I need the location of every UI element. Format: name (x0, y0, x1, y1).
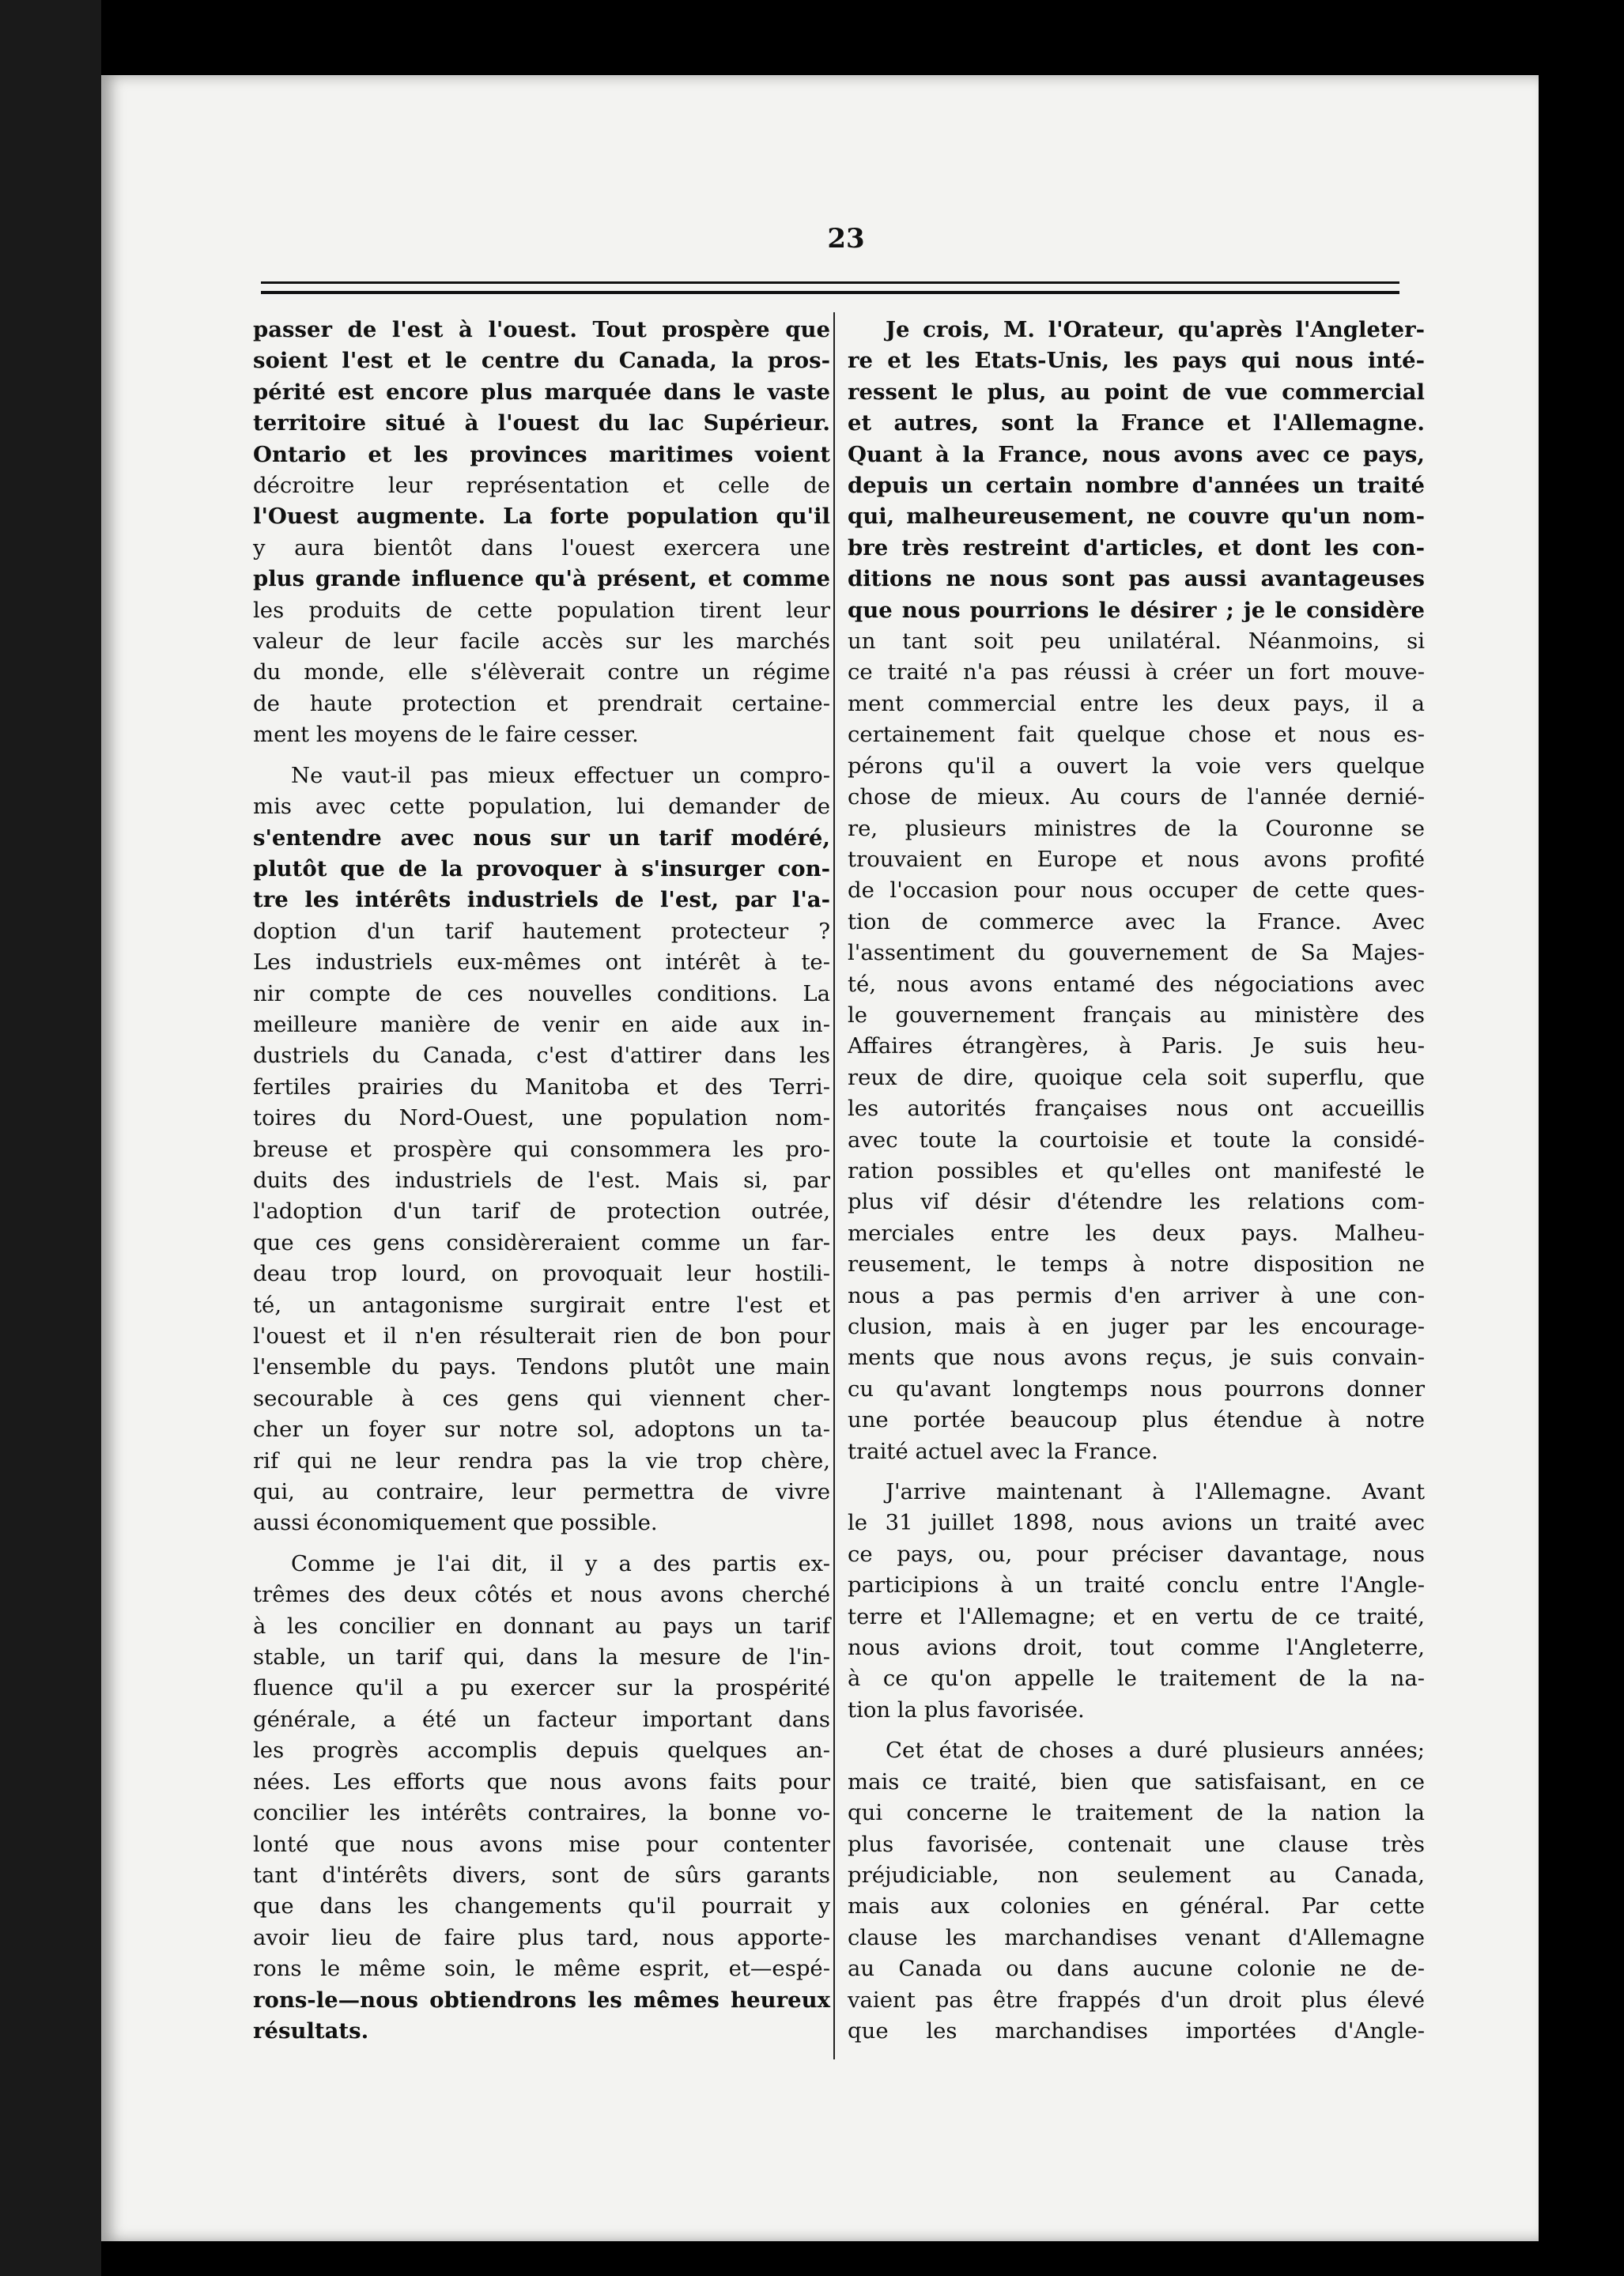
text-line: plus grande influence qu'à présent, et comme (253, 566, 830, 592)
text-line: tion la plus favorisée. (848, 1697, 1085, 1723)
text-line: concilier les intérêts contraires, la bonne vo- (253, 1800, 830, 1826)
text-line: qui, au contraire, leur permettra de vivre (253, 1479, 830, 1505)
right-column (848, 315, 1425, 2056)
text-line: et autres, sont la France et l'Allemagne. (848, 410, 1425, 436)
text-line: depuis un certain nombre d'années un traité (848, 473, 1425, 499)
text-line: deau trop lourd, on provoquait leur hostili- (253, 1261, 830, 1287)
text-line: cu qu'avant longtemps nous pourrons donner (848, 1376, 1425, 1402)
text-line: ce pays, ou, pour préciser davantage, nous (848, 1541, 1425, 1567)
text-line: le 31 juillet 1898, nous avions un traité avec (848, 1510, 1425, 1536)
text-line: traité actuel avec la France. (848, 1438, 1158, 1464)
paragraph (253, 315, 830, 751)
text-line: tion de commerce avec la France. Avec (848, 908, 1425, 934)
text-line: Ontario et les provinces maritimes voient (253, 441, 830, 467)
text-line: préjudiciable, non seulement au Canada, (848, 1862, 1425, 1888)
text-line: nir compte de ces nouvelles conditions. La (253, 980, 830, 1006)
text-line: ration possibles et qu'elles ont manifesté le (848, 1157, 1425, 1183)
text-line: terre et l'Allemagne; et en vertu de ce traité, (848, 1603, 1425, 1629)
header-rule-bottom (261, 291, 1399, 294)
text-line: reusement, le temps à notre disposition ne (848, 1251, 1425, 1278)
text-line: rons-le—nous obtiendrons les mêmes heureux (253, 1987, 830, 2013)
text-line: avec toute la courtoisie et toute la considé- (848, 1127, 1425, 1153)
text-line: dustriels du Canada, c'est d'attirer dans les (253, 1043, 830, 1069)
text-line: duits des industriels de l'est. Mais si, par (253, 1167, 830, 1193)
paragraph (253, 1549, 830, 2048)
text-line: tre les intérêts industriels de l'est, par l'a- (253, 887, 830, 913)
text-line: plutôt que de la provoquer à s'insurger con- (253, 855, 830, 881)
text-line: secourable à ces gens qui viennent cher- (253, 1385, 830, 1411)
text-line: une portée beaucoup plus étendue à notre (848, 1407, 1425, 1433)
text-line: de haute protection et prendrait certaine- (253, 690, 830, 716)
text-line: qui concerne le traitement de la nation la (848, 1800, 1425, 1826)
text-line: soient l'est et le centre du Canada, la pros- (253, 348, 830, 374)
text-line: Je crois, M. l'Orateur, qu'après l'Angleter- (886, 317, 1425, 342)
text-line: fertiles prairies du Manitoba et des Terri- (253, 1074, 830, 1100)
text-line: pérons qu'il a ouvert la voie vers quelque (848, 753, 1425, 779)
text-line: certainement fait quelque chose et nous es- (848, 722, 1425, 748)
text-line: participions à un traité conclu entre l'Angle- (848, 1572, 1425, 1598)
text-line: doption d'un tarif hautement protecteur ? (253, 918, 830, 944)
left-column (253, 315, 830, 2056)
text-line: reux de dire, quoique cela soit superflu, que (848, 1064, 1425, 1090)
text-line: qui, malheureusement, ne couvre qu'un nom- (848, 504, 1425, 530)
text-line: re, plusieurs ministres de la Couronne se (848, 815, 1425, 841)
text-line: plus vif désir d'étendre les relations com- (848, 1189, 1425, 1215)
text-line: à les concilier en donnant au pays un tarif (253, 1613, 830, 1639)
text-line: ments que nous avons reçus, je suis convain- (848, 1345, 1425, 1371)
text-line: au Canada ou dans aucune colonie ne de- (848, 1956, 1425, 1982)
text-line: Comme je l'ai dit, il y a des partis ex- (291, 1550, 830, 1576)
text-line: que dans les changements qu'il pourrait y (253, 1893, 830, 1919)
text-line: trêmes des deux côtés et nous avons cherché (253, 1582, 830, 1608)
text-line: nées. Les efforts que nous avons faits pour (253, 1768, 830, 1795)
column-divider (833, 312, 835, 2059)
text-line: périté est encore plus marquée dans le vaste (253, 379, 830, 405)
text-line: lonté que nous avons mise pour contenter (253, 1831, 830, 1857)
text-line: résultats. (253, 2017, 369, 2044)
text-line: ment commercial entre les deux pays, il a (848, 690, 1425, 716)
text-line: vaient pas être frappés d'un droit plus élevé (848, 1987, 1425, 2013)
text-line: l'adoption d'un tarif de protection outrée, (253, 1198, 830, 1225)
text-line: aussi économiquement que possible. (253, 1510, 658, 1536)
text-line: nous a pas permis d'en arriver à une con- (848, 1282, 1425, 1308)
text-line: cher un foyer sur notre sol, adoptons un ta- (253, 1417, 830, 1443)
text-line: Affaires étrangères, à Paris. Je suis heu- (848, 1033, 1425, 1059)
text-line: ce traité n'a pas réussi à créer un fort mouve- (848, 659, 1425, 685)
text-line: l'ensemble du pays. Tendons plutôt une main (253, 1354, 830, 1380)
text-line: ressent le plus, au point de vue commercial (848, 379, 1425, 405)
text-line: mais aux colonies en général. Par cette (848, 1893, 1425, 1919)
text-line: territoire situé à l'ouest du lac Supérieur. (253, 410, 830, 436)
text-line: Ne vaut-il pas mieux effectuer un compro- (291, 762, 830, 788)
page-number: 23 (827, 223, 865, 255)
text-line: plus favorisée, contenait une clause très (848, 1831, 1425, 1857)
text-line: fluence qu'il a pu exercer sur la prospérité (253, 1675, 830, 1701)
text-line: un tant soit peu unilatéral. Néanmoins, si (848, 628, 1425, 655)
text-line: de l'occasion pour nous occuper de cette ques- (848, 878, 1425, 904)
text-line: breuse et prospère qui consommera les pro- (253, 1136, 830, 1162)
text-line: l'Ouest augmente. La forte population qu'il (253, 504, 830, 530)
text-line: rons le même soin, le même esprit, et—espé- (253, 1956, 830, 1982)
paragraph (848, 1735, 1425, 2047)
scan-border (0, 0, 101, 2276)
text-line: té, nous avons entamé des négociations avec (848, 971, 1425, 997)
text-line: valeur de leur facile accès sur les marchés (253, 628, 830, 655)
text-line: bre très restreint d'articles, et dont les con- (848, 534, 1425, 561)
text-line: clause les marchandises venant d'Allemagne (848, 1924, 1425, 1950)
text-line: les autorités françaises nous ont accueillis (848, 1096, 1425, 1122)
text-line: té, un antagonisme surgirait entre l'est et (253, 1292, 830, 1318)
text-line: merciales entre les deux pays. Malheu- (848, 1220, 1425, 1246)
text-line: l'ouest et il n'en résulterait rien de bon pour (253, 1323, 830, 1349)
text-line: les progrès accomplis depuis quelques an- (253, 1738, 830, 1764)
text-line: avoir lieu de faire plus tard, nous apporte- (253, 1924, 830, 1950)
paragraph (848, 315, 1425, 1467)
text-line: Cet état de choses a duré plusieurs années; (886, 1738, 1425, 1764)
text-line: nous avions droit, tout comme l'Angleterre, (848, 1635, 1425, 1661)
text-line: clusion, mais à en juger par les encourage- (848, 1314, 1425, 1339)
text-line: ditions ne nous sont pas aussi avantageuses (848, 566, 1425, 592)
text-line: y aura bientôt dans l'ouest exercera une (253, 534, 830, 561)
text-line: que nous pourrions le désirer ; je le considère (848, 597, 1425, 623)
text-line: J'arrive maintenant à l'Allemagne. Avant (886, 1479, 1425, 1505)
text-line: s'entendre avec nous sur un tarif modéré, (253, 825, 830, 851)
text-line: re et les Etats-Unis, les pays qui nous inté- (848, 348, 1425, 374)
text-line: tant d'intérêts divers, sont de sûrs garants (253, 1862, 830, 1888)
text-line: l'assentiment du gouvernement de Sa Majes- (848, 940, 1425, 966)
text-line: passer de l'est à l'ouest. Tout prospère que (253, 317, 830, 342)
text-line: meilleure manière de venir en aide aux in- (253, 1011, 830, 1037)
text-line: rif qui ne leur rendra pas la vie trop chère, (253, 1448, 830, 1474)
text-line: générale, a été un facteur important dans (253, 1706, 830, 1732)
text-line: décroitre leur représentation et celle de (253, 473, 830, 499)
paragraph (848, 1477, 1425, 1726)
text-line: trouvaient en Europe et nous avons profité (848, 846, 1425, 872)
text-line: le gouvernement français au ministère des (848, 1002, 1425, 1028)
text-line: toires du Nord-Ouest, une population nom- (253, 1105, 830, 1131)
text-line: que les marchandises importées d'Angle- (848, 2017, 1425, 2044)
text-line: ment les moyens de le faire cesser. (253, 722, 639, 748)
header-rule-top (261, 281, 1399, 284)
text-line: du monde, elle s'élèverait contre un régime (253, 659, 830, 685)
paragraph (253, 761, 830, 1539)
text-line: mis avec cette population, lui demander de (253, 794, 830, 820)
text-line: chose de mieux. Au cours de l'année dernié- (848, 784, 1425, 810)
text-line: Quant à la France, nous avons avec ce pays, (848, 441, 1425, 467)
text-line: les produits de cette population tirent leur (253, 597, 830, 623)
text-line: que ces gens considèreraient comme un far- (253, 1229, 830, 1255)
text-line: mais ce traité, bien que satisfaisant, en ce (848, 1768, 1425, 1795)
text-line: à ce qu'on appelle le traitement de la na- (848, 1666, 1425, 1692)
text-line: stable, un tarif qui, dans la mesure de l'in- (253, 1644, 830, 1670)
text-line: Les industriels eux-mêmes ont intérêt à te- (253, 949, 830, 976)
